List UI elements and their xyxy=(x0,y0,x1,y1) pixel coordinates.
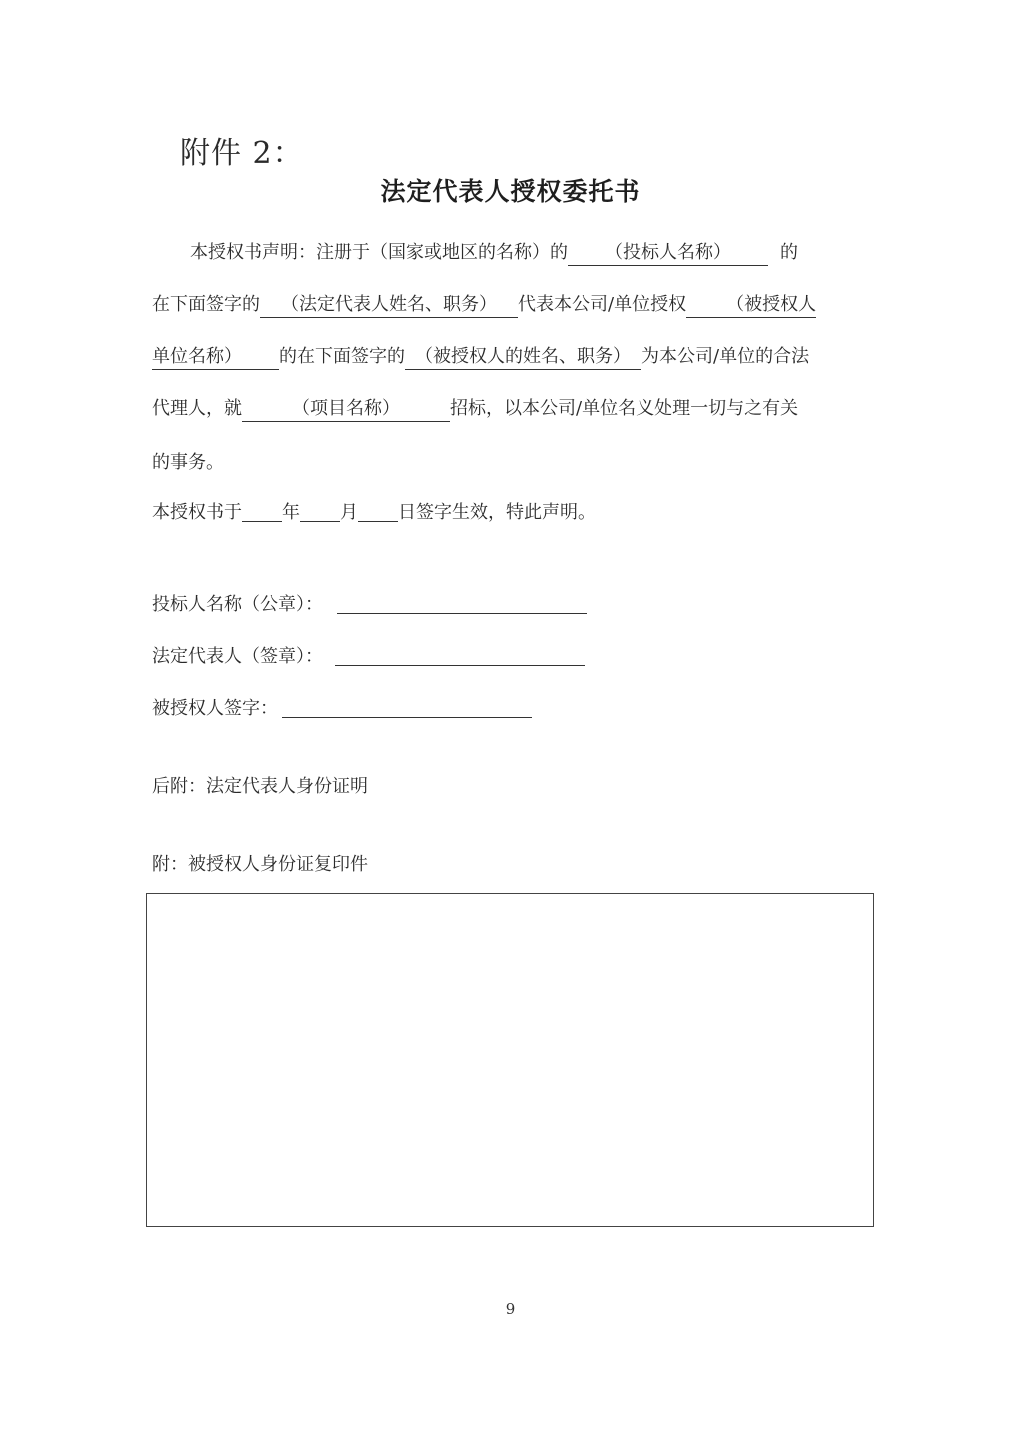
authorized-unit-fill-cont: 单位名称） xyxy=(152,346,279,370)
appendix-authorized-id-copy: 附：被授权人身份证复印件 xyxy=(152,854,368,875)
attachment-label: 附件 2： xyxy=(180,136,304,171)
statement-line-1 xyxy=(190,238,798,266)
statement-text: 的 xyxy=(780,242,798,263)
authorized-sign-line xyxy=(282,699,532,718)
month-blank xyxy=(300,503,340,522)
project-name-fill: （项目名称） xyxy=(242,398,450,422)
year-blank xyxy=(242,503,282,522)
bidder-seal-line xyxy=(337,595,587,614)
month-label: 月 xyxy=(340,502,358,523)
id-copy-box xyxy=(146,893,874,1227)
statement-line-3 xyxy=(152,342,809,370)
authorized-sign-row xyxy=(152,694,532,720)
document-title: 法定代表人授权委托书 xyxy=(380,177,641,206)
statement-line-2 xyxy=(152,290,816,318)
statement-text: 在下面签字的 xyxy=(152,294,260,315)
year-label: 年 xyxy=(282,502,300,523)
statement-line-5: 的事务。 xyxy=(152,452,224,473)
effective-date-line xyxy=(152,498,596,524)
bidder-seal-row xyxy=(152,590,587,616)
statement-text: 本授权书声明：注册于（国家或地区的名称）的 xyxy=(190,242,568,263)
statement-text: 代表本公司/单位授权 xyxy=(518,294,687,315)
statement-text: 代理人，就 xyxy=(152,398,242,419)
bidder-name-fill: （投标人名称） xyxy=(568,242,768,266)
appendix-legal-rep-id: 后附：法定代表人身份证明 xyxy=(152,776,368,797)
day-label: 日签字生效，特此声明。 xyxy=(398,502,596,523)
legal-rep-fill: （法定代表人姓名、职务） xyxy=(260,294,518,318)
statement-text: 本授权书于 xyxy=(152,502,242,523)
statement-text: 招标，以本公司/单位名义处理一切与之有关 xyxy=(450,398,799,419)
legal-rep-sign-line xyxy=(335,647,585,666)
authorized-person-fill: （被授权人的姓名、职务） xyxy=(405,346,641,370)
statement-text: 为本公司/单位的合法 xyxy=(641,346,810,367)
authorized-unit-fill: （被授权人 xyxy=(686,294,816,318)
day-blank xyxy=(358,503,398,522)
statement-text: 的在下面签字的 xyxy=(279,346,405,367)
authorized-sign-label: 被授权人签字： xyxy=(152,698,278,719)
legal-rep-sign-row xyxy=(152,642,585,668)
legal-rep-sign-label: 法定代表人（签章）： xyxy=(152,646,323,667)
page-number: 9 xyxy=(505,1300,516,1318)
bidder-seal-label: 投标人名称（公章）： xyxy=(152,594,323,615)
statement-line-4 xyxy=(152,394,798,422)
